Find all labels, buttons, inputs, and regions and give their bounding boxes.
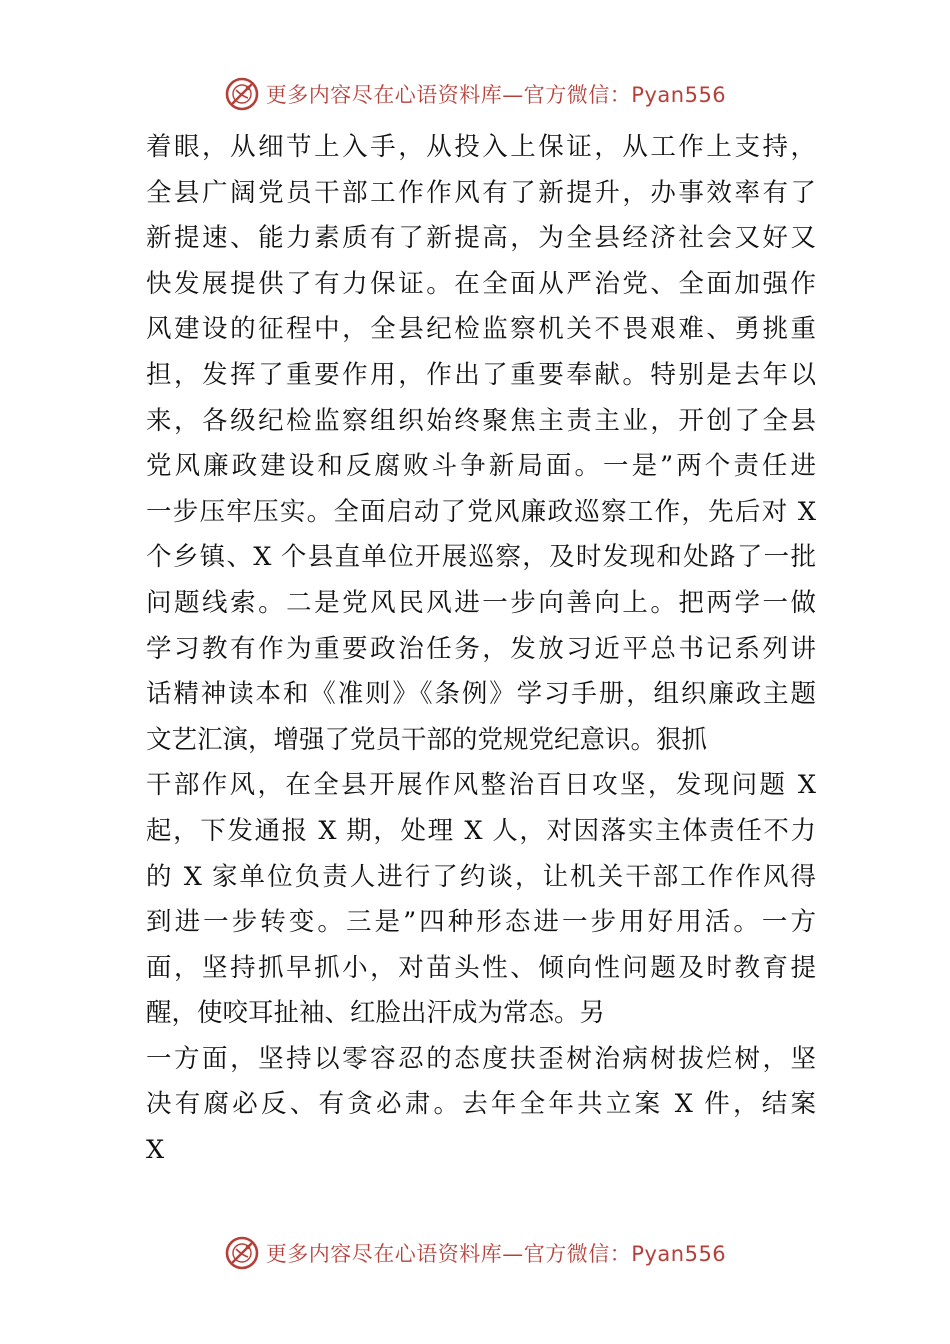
body-line: 干部作风，在全县开展作风整治百日攻坚，发现问题 X — [146, 770, 816, 801]
body-line: 醒，使咬耳扯袖、红脸出汗成为常态。另 — [146, 998, 606, 1029]
header-banner — [0, 74, 950, 114]
body-line: 一方面，坚持以零容忍的态度扶歪树治病树拔烂树，坚 — [146, 1043, 816, 1074]
body-line: 新提速、能力素质有了新提高，为全县经济社会又好又 — [146, 223, 816, 254]
footer-banner-text: 更多内容尽在心语资料库—官方微信：Pyan556 — [265, 1242, 727, 1266]
body-line: 着眼，从细节上入手，从投入上保证，从工作上支持， — [146, 132, 816, 162]
body-line: 学习教有作为重要政治任务，发放习近平总书记系列讲 — [146, 633, 816, 664]
body-line: 来，各级纪检监察组织始终聚焦主责主业，开创了全县 — [146, 405, 816, 436]
body-line: 起，下发通报 X 期，处理 X 人，对因落实主体责任不力 — [146, 815, 816, 846]
body-line: 快发展提供了有力保证。在全面从严治党、全面加强作 — [146, 268, 816, 299]
body-line: 面，坚持抓早抓小，对苗头性、倾向性问题及时教育提 — [146, 952, 816, 983]
body-line: 文艺汇演，增强了党员干部的党规党纪意识。狠抓 — [146, 724, 708, 755]
seal-logo-icon — [224, 1235, 260, 1271]
body-line: 话精神读本和《准则》《条例》学习手册，组织廉政主题 — [146, 679, 816, 710]
body-line: 到进一步转变。三是”四种形态进一步用好用活。一方 — [146, 907, 816, 938]
body-line: 一步压牢压实。全面启动了党风廉政巡察工作，先后对 X — [146, 496, 816, 527]
body-line: 决有腐必反、有贪必肃。去年全年共立案 X 件，结案 — [146, 1089, 816, 1120]
footer-banner — [0, 1233, 950, 1273]
document-body — [146, 125, 816, 1174]
body-line: 问题线索。二是党风民风进一步向善向上。把两学一做 — [146, 587, 816, 618]
body-line: 风建设的征程中，全县纪检监察机关不畏艰难、勇挑重 — [146, 314, 816, 345]
body-line: 党风廉政建设和反腐败斗争新局面。一是”两个责任进 — [146, 451, 816, 482]
seal-logo-icon — [224, 76, 260, 112]
body-line: 担，发挥了重要作用，作出了重要奉献。特别是去年以 — [146, 359, 816, 390]
body-line: 个乡镇、X 个县直单位开展巡察，及时发现和处路了一批 — [146, 542, 816, 573]
body-line: X — [146, 1135, 165, 1166]
body-line: 全县广阔党员干部工作作风有了新提升，办事效率有了 — [146, 177, 816, 208]
body-line: 的 X 家单位负责人进行了约谈，让机关干部工作作风得 — [146, 861, 816, 892]
header-banner-text: 更多内容尽在心语资料库—官方微信：Pyan556 — [265, 83, 727, 107]
